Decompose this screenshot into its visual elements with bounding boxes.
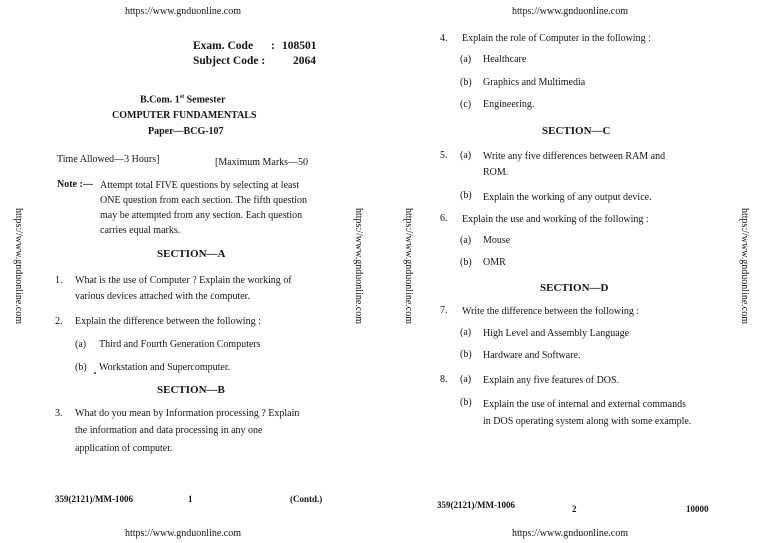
section-d-heading: SECTION—D — [540, 282, 609, 294]
question-number: 2. — [55, 316, 63, 327]
side-watermark-url: https://www.gnduonline.com — [739, 208, 750, 325]
note-line: Attempt total FIVE questions by selecting at least — [100, 180, 300, 191]
question-number: 5. — [440, 150, 448, 161]
subject-code-label: Subject Code : — [193, 55, 266, 67]
course-superscript: st — [179, 94, 185, 100]
option-label: (c) — [460, 99, 472, 110]
option-text: in DOS operating system along with some example. — [483, 416, 692, 427]
note-label: Note :— — [57, 179, 93, 190]
subject-code-value: 2064 — [293, 55, 316, 67]
footer-code: 359(2121)/MM-1006 — [55, 494, 133, 504]
note-line: ONE question from each section. The fifth question — [100, 195, 307, 206]
option-text: Hardware and Software. — [483, 350, 581, 361]
option-label: (b) — [460, 190, 472, 201]
header-url: https://www.gnduonline.com — [125, 6, 242, 17]
option-label: (a) — [75, 339, 87, 350]
option-label: (a) — [460, 150, 472, 161]
question-text: the information and data processing in any one — [75, 425, 263, 436]
course-text: B.Com. 1 — [140, 94, 180, 106]
copies-count: 10000 — [686, 504, 709, 514]
question-number: 6. — [440, 213, 448, 224]
note-line: carries equal marks. — [100, 225, 181, 236]
option-label: (a) — [460, 374, 472, 385]
question-number: 3. — [55, 408, 63, 419]
question-text: various devices attached with the computer. — [75, 291, 250, 302]
question-number: 4. — [440, 33, 448, 44]
question-text: application of computer. — [75, 443, 173, 454]
option-label: (b) — [460, 397, 472, 408]
page-number: 2 — [572, 504, 577, 514]
option-text: ROM. — [483, 167, 509, 178]
option-text: OMR — [483, 257, 506, 268]
option-label: (a) — [460, 54, 472, 65]
option-text: Explain the working of any output device. — [483, 192, 652, 203]
section-b-heading: SECTION—B — [157, 384, 225, 396]
course-line — [140, 94, 225, 106]
option-text: Graphics and Multimedia — [483, 77, 586, 88]
option-label: (b) — [460, 257, 472, 268]
course-suffix: Semester — [184, 94, 226, 106]
header-url: https://www.gnduonline.com — [512, 6, 629, 17]
exam-code-label: Exam. Code — [193, 40, 254, 52]
max-marks: [Maximum Marks—50 — [215, 157, 309, 168]
question-number: 8. — [440, 374, 448, 385]
option-label: (b) — [75, 362, 87, 373]
option-label: (b) — [460, 77, 472, 88]
option-label: (a) — [460, 235, 472, 246]
question-number: 1. — [55, 275, 63, 286]
footer-url: https://www.gnduonline.com — [512, 528, 629, 539]
side-watermark-url: https://www.gnduonline.com — [13, 208, 24, 325]
option-text: High Level and Assembly Language — [483, 328, 630, 339]
question-text: Write the difference between the following : — [462, 306, 640, 317]
exam-page-2 — [384, 0, 768, 543]
paper-code: Paper—BCG-107 — [148, 126, 224, 137]
section-a-heading: SECTION—A — [157, 248, 226, 260]
question-text: Explain the use and working of the following : — [462, 214, 649, 225]
option-text: Explain any five features of DOS. — [483, 375, 620, 386]
note-line: may be attempted from any section. Each question — [100, 210, 303, 221]
paper-title: COMPUTER FUNDAMENTALS — [112, 110, 257, 121]
footer-url: https://www.gnduonline.com — [125, 528, 242, 539]
question-text: Explain the difference between the following : — [75, 316, 261, 327]
question-number: 7. — [440, 305, 448, 316]
time-allowed: Time Allowed—3 Hours] — [57, 154, 160, 165]
exam-code-value: 108501 — [282, 40, 317, 52]
option-text: Explain the use of internal and external commands — [483, 399, 686, 410]
option-label: (b) — [460, 349, 472, 360]
ink-speck — [94, 372, 96, 374]
option-text: Healthcare — [483, 54, 527, 65]
question-text: Explain the role of Computer in the following : — [462, 33, 651, 44]
option-text: Engineering. — [483, 99, 535, 110]
section-c-heading: SECTION—C — [542, 125, 611, 137]
side-watermark-url: https://www.gnduonline.com — [403, 208, 414, 325]
question-text: What do you mean by Information processing ? Explain — [75, 408, 300, 419]
option-label: (a) — [460, 327, 472, 338]
page-number: 1 — [188, 494, 193, 504]
option-text: Write any five differences between RAM and — [483, 151, 666, 162]
option-text: Third and Fourth Generation Computers — [99, 339, 261, 350]
footer-code: 359(2121)/MM-1006 — [437, 500, 515, 510]
question-text: What is the use of Computer ? Explain the working of — [75, 275, 292, 286]
option-text: Mouse — [483, 235, 511, 246]
continued-label: (Contd.) — [290, 494, 323, 504]
option-text: Workstation and Supercomputer. — [99, 362, 231, 373]
side-watermark-url: https://www.gnduonline.com — [353, 208, 364, 325]
exam-code-colon: : — [271, 40, 275, 52]
